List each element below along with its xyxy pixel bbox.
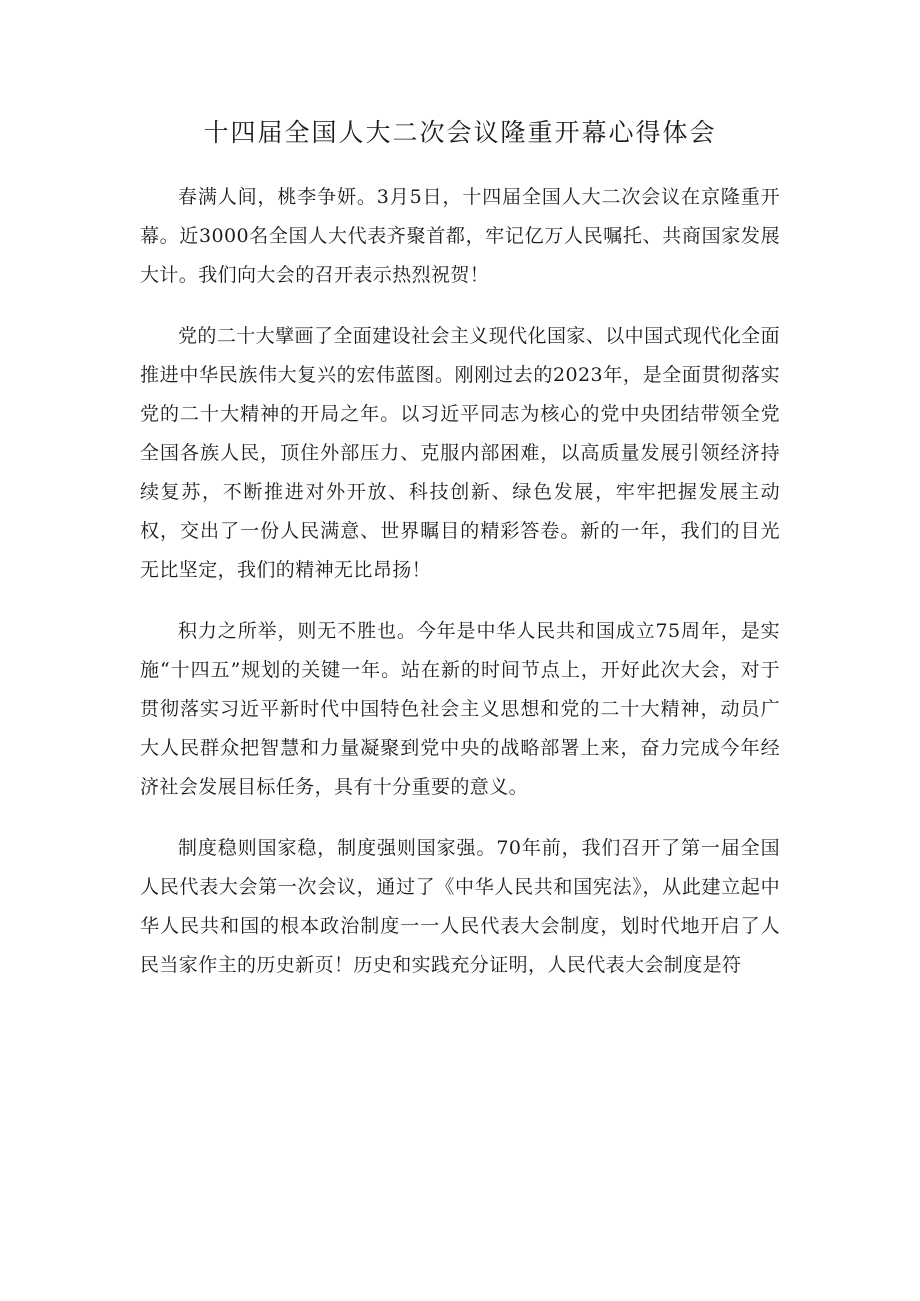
document-title: 十四届全国人大二次会议隆重开幕心得体会 bbox=[203, 118, 717, 147]
paragraph-2: 党的二十大擘画了全面建设社会主义现代化国家、以中国式现代化全面推进中华民族伟大复兴的宏伟蓝图。刚刚过去的2023年，是全面贯彻落实党的二十大精神的开局之年。以习近平同志为核心的党中央团结带领全党全国各族人民，顶住外部压力、克服内部困难，以高质量发展引领经济持续复苏，不断推进对外开放、科技创新、绿色发展，牢牢把握发展主动权，交出了一份人民满意、世界瞩目的精彩答卷。新的一年，我们的目光无比坚定，我们的精神无比昂扬！ bbox=[140, 325, 780, 581]
paragraph-4: 制度稳则国家稳，制度强则国家强。70年前，我们召开了第一届全国人民代表大会第一次会议，通过了《中华人民共和国宪法》，从此建立起中华人民共和国的根本政治制度一一人民代表大会制度，划时代地开启了人民当家作主的历史新页！历史和实践充分证明，人民代表大会制度是符 bbox=[140, 837, 780, 976]
paragraph-1: 春满人间，桃李争妍。3月5日，十四届全国人大二次会议在京隆重开幕。近3000名全国人大代表齐聚首都，牢记亿万人民嘱托、共商国家发展大计。我们向大会的召开表示热烈祝贺！ bbox=[140, 186, 780, 286]
paragraph-3: 积力之所举，则无不胜也。今年是中华人民共和国成立75周年，是实施“十四五”规划的关键一年。站在新的时间节点上，开好此次大会，对于贯彻落实习近平新时代中国特色社会主义思想和党的二十大精神，动员广大人民群众把智慧和力量凝聚到党中央的战略部署上来，奋力完成今年经济社会发展目标任务，具有十分重要的意义。 bbox=[140, 620, 780, 798]
document-body bbox=[140, 178, 780, 1007]
